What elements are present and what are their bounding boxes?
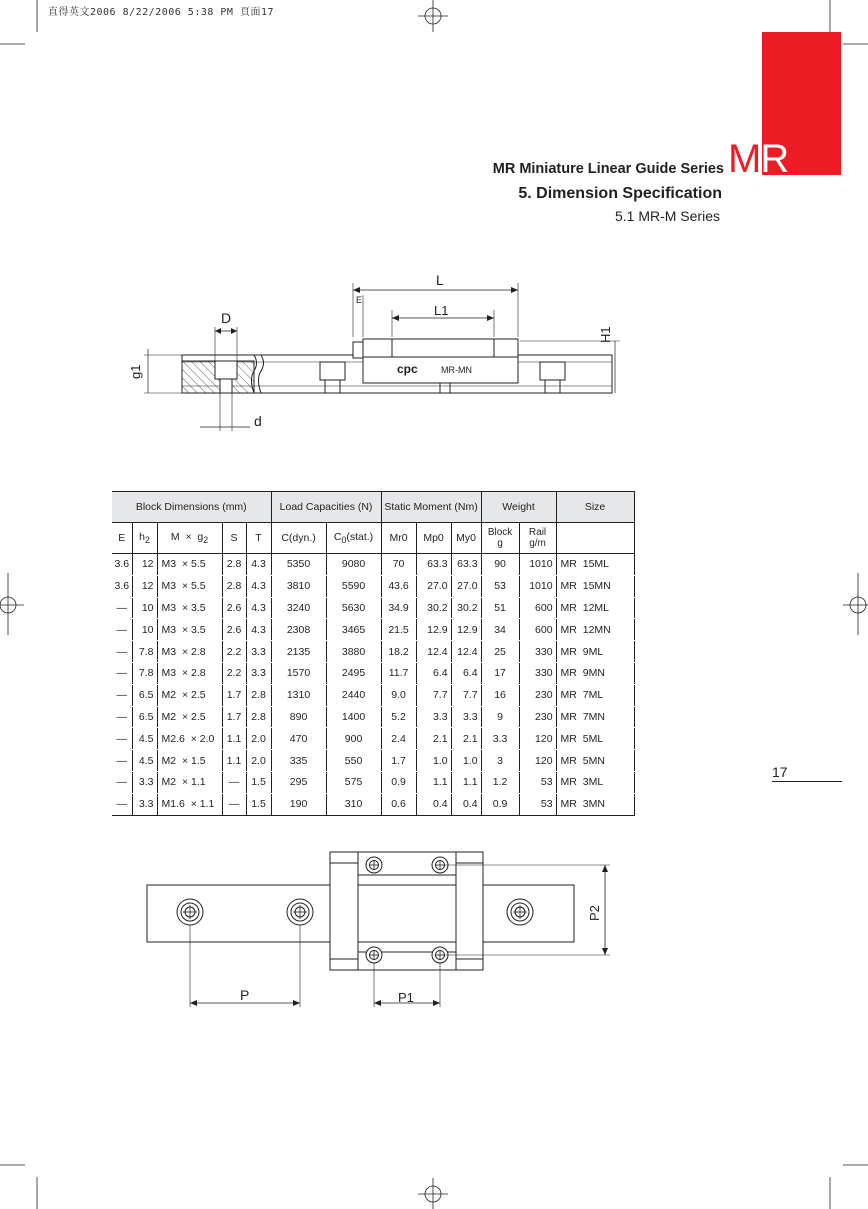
cell-rail-weight: 330 [519,641,556,663]
cell-E: — [112,771,132,793]
label-H1: H1 [598,326,613,343]
cell-Mr0: 9.0 [381,684,416,706]
cell-My0: 2.1 [451,728,481,750]
cell-size: MR 12ML [556,597,634,619]
cell-h2: 10 [132,619,157,641]
group-load-capacities: Load Capacities (N) [271,492,381,523]
label-P2: P2 [587,905,602,921]
cell-rail-weight: 600 [519,619,556,641]
cell-Mr0: 0.6 [381,793,416,815]
cell-E: 3.6 [112,575,132,597]
cell-Mp0: 3.3 [416,706,451,728]
table-row [112,728,634,750]
col-size [556,523,634,554]
cell-block-weight: 90 [481,554,519,576]
cell-S: 2.8 [222,554,246,576]
cell-T: 3.3 [246,641,271,663]
cell-Mr0: 21.5 [381,619,416,641]
cell-size: MR 5ML [556,728,634,750]
cell-My0: 1.0 [451,750,481,772]
cell-h2: 4.5 [132,728,157,750]
cell-C-dyn: 5350 [271,554,326,576]
cell-My0: 63.3 [451,554,481,576]
cell-E: — [112,619,132,641]
cell-M-g2: M2 × 2.5 [157,684,222,706]
cell-S: 2.6 [222,597,246,619]
table-row [112,793,634,815]
cell-C0-stat: 9080 [326,554,381,576]
cell-E: — [112,750,132,772]
label-E: E [356,295,363,305]
table-row [112,684,634,706]
table-row [112,750,634,772]
cell-Mp0: 12.9 [416,619,451,641]
cell-E: — [112,684,132,706]
cell-Mp0: 0.4 [416,793,451,815]
cell-My0: 3.3 [451,706,481,728]
col-h2: $h_2$ [132,523,157,554]
cell-C-dyn: 2135 [271,641,326,663]
cell-size: MR 7ML [556,684,634,706]
cell-size: MR 3ML [556,771,634,793]
label-P: P [240,987,250,1003]
cell-block-weight: 16 [481,684,519,706]
cell-rail-weight: 330 [519,662,556,684]
cell-S: 2.6 [222,619,246,641]
cell-rail-weight: 600 [519,597,556,619]
cell-E: — [112,597,132,619]
side-view-diagram [120,265,630,440]
cell-My0: 6.4 [451,662,481,684]
cell-S: 1.7 [222,684,246,706]
specification-table [112,491,635,816]
cell-h2: 7.8 [132,641,157,663]
cell-h2: 3.3 [132,771,157,793]
table-row [112,575,634,597]
cell-My0: 27.0 [451,575,481,597]
cell-My0: 7.7 [451,684,481,706]
cell-C0-stat: 3465 [326,619,381,641]
cell-T: 4.3 [246,597,271,619]
table-row [112,619,634,641]
cell-T: 4.3 [246,619,271,641]
cell-Mp0: 2.1 [416,728,451,750]
cell-C-dyn: 335 [271,750,326,772]
cell-T: 4.3 [246,554,271,576]
cell-E: — [112,728,132,750]
cell-M-g2: M2 × 1.5 [157,750,222,772]
cell-h2: 12 [132,575,157,597]
cell-h2: 10 [132,597,157,619]
cell-rail-weight: 120 [519,750,556,772]
page-number: 17 [772,764,842,782]
cell-C-dyn: 470 [271,728,326,750]
registration-mark-left [0,573,24,635]
block-logo: cpc [397,362,418,376]
cell-My0: 1.1 [451,771,481,793]
cell-C-dyn: 1310 [271,684,326,706]
col-C-dyn: C(dyn.) [271,523,326,554]
cell-Mp0: 27.0 [416,575,451,597]
cell-C0-stat: 3880 [326,641,381,663]
subsection-title: 5.1 MR-M Series [614,208,720,224]
cell-block-weight: 3 [481,750,519,772]
block-model: MR-MN [441,365,472,375]
cell-rail-weight: 120 [519,728,556,750]
cell-rail-weight: 230 [519,684,556,706]
cell-My0: 30.2 [451,597,481,619]
cell-Mr0: 43.6 [381,575,416,597]
col-block-weight: Block g [481,523,519,554]
col-M-g2: $M \times g_2$ [157,523,222,554]
cell-Mp0: 12.4 [416,641,451,663]
cell-h2: 6.5 [132,684,157,706]
cell-M-g2: M3 × 2.8 [157,662,222,684]
cell-Mr0: 1.7 [381,750,416,772]
cell-E: 3.6 [112,554,132,576]
cell-rail-weight: 230 [519,706,556,728]
col-Mr0: Mr0 [381,523,416,554]
cell-block-weight: 9 [481,706,519,728]
cell-size: MR 9ML [556,641,634,663]
cell-h2: 4.5 [132,750,157,772]
cell-C0-stat: 2495 [326,662,381,684]
col-My0: My0 [451,523,481,554]
cell-My0: 12.4 [451,641,481,663]
cell-size: MR 5MN [556,750,634,772]
cell-h2: 12 [132,554,157,576]
top-view-diagram [140,845,620,1010]
table-row [112,641,634,663]
cell-C0-stat: 900 [326,728,381,750]
cell-S: 1.7 [222,706,246,728]
cell-h2: 3.3 [132,793,157,815]
cell-Mr0: 2.4 [381,728,416,750]
col-C0-stat: $C_0(stat.)$ [326,523,381,554]
cell-block-weight: 53 [481,575,519,597]
cell-E: — [112,706,132,728]
cell-S: 1.1 [222,728,246,750]
group-static-moment: Static Moment (Nm) [381,492,481,523]
col-E: E [112,523,132,554]
label-L: L [436,272,444,288]
cell-h2: 6.5 [132,706,157,728]
cell-h2: 7.8 [132,662,157,684]
cell-C0-stat: 5590 [326,575,381,597]
cell-C-dyn: 2308 [271,619,326,641]
cell-Mr0: 0.9 [381,771,416,793]
cell-C-dyn: 1570 [271,662,326,684]
col-Mp0: Mp0 [416,523,451,554]
cell-M-g2: M3 × 5.5 [157,554,222,576]
cell-block-weight: 3.3 [481,728,519,750]
table-row [112,662,634,684]
cell-Mr0: 18.2 [381,641,416,663]
cell-C-dyn: 3240 [271,597,326,619]
cell-block-weight: 1.2 [481,771,519,793]
cell-C0-stat: 1400 [326,706,381,728]
cell-Mp0: 6.4 [416,662,451,684]
label-L1: L1 [434,303,449,318]
cell-rail-weight: 1010 [519,575,556,597]
cell-Mr0: 70 [381,554,416,576]
print-header: 直得英文2006 8/22/2006 5:38 PM 頁面17 [48,7,275,18]
cell-Mr0: 34.9 [381,597,416,619]
cell-C0-stat: 5630 [326,597,381,619]
section-title: 5. Dimension Specification [518,185,722,202]
registration-mark-bottom [418,1178,448,1209]
series-logo: MR [728,137,789,181]
cell-C0-stat: 2440 [326,684,381,706]
cell-size: MR 7MN [556,706,634,728]
cell-C-dyn: 295 [271,771,326,793]
cell-size: MR 15MN [556,575,634,597]
cell-C0-stat: 550 [326,750,381,772]
cell-E: — [112,793,132,815]
cell-block-weight: 25 [481,641,519,663]
label-P1: P1 [398,990,414,1005]
col-rail-weight: Rail g/m [519,523,556,554]
cell-S: 1.1 [222,750,246,772]
cell-Mp0: 7.7 [416,684,451,706]
cell-C0-stat: 310 [326,793,381,815]
cell-C-dyn: 890 [271,706,326,728]
cell-rail-weight: 1010 [519,554,556,576]
cell-M-g2: M3 × 3.5 [157,619,222,641]
registration-mark-right [843,573,868,635]
cell-My0: 0.4 [451,793,481,815]
cell-M-g2: M1.6 × 1.1 [157,793,222,815]
cell-My0: 12.9 [451,619,481,641]
cell-T: 1.5 [246,771,271,793]
cell-T: 4.3 [246,575,271,597]
cell-block-weight: 17 [481,662,519,684]
cell-rail-weight: 53 [519,793,556,815]
series-title: MR Miniature Linear Guide Series [492,161,724,177]
cell-Mp0: 1.1 [416,771,451,793]
cell-S: 2.2 [222,641,246,663]
table-row [112,771,634,793]
group-size: Size [556,492,634,523]
cell-S: 2.2 [222,662,246,684]
cell-T: 2.0 [246,728,271,750]
cell-T: 2.8 [246,706,271,728]
cell-M-g2: M3 × 2.8 [157,641,222,663]
cell-S: 2.8 [222,575,246,597]
registration-mark-top [418,0,448,32]
cell-block-weight: 34 [481,619,519,641]
cell-M-g2: M2 × 2.5 [157,706,222,728]
cell-C0-stat: 575 [326,771,381,793]
group-weight: Weight [481,492,556,523]
cell-block-weight: 51 [481,597,519,619]
cell-Mp0: 63.3 [416,554,451,576]
table-row [112,706,634,728]
table-row [112,597,634,619]
cell-Mr0: 5.2 [381,706,416,728]
group-block-dimensions: Block Dimensions (mm) [112,492,271,523]
cell-C-dyn: 190 [271,793,326,815]
cell-E: — [112,641,132,663]
cell-size: MR 15ML [556,554,634,576]
cell-size: MR 9MN [556,662,634,684]
col-S: S [222,523,246,554]
cell-S: — [222,793,246,815]
cell-E: — [112,662,132,684]
cell-Mp0: 1.0 [416,750,451,772]
col-T: T [246,523,271,554]
cell-size: MR 12MN [556,619,634,641]
cell-M-g2: M3 × 5.5 [157,575,222,597]
cell-T: 2.8 [246,684,271,706]
cell-Mr0: 11.7 [381,662,416,684]
cell-size: MR 3MN [556,793,634,815]
table-row [112,554,634,576]
cell-rail-weight: 53 [519,771,556,793]
cell-Mp0: 30.2 [416,597,451,619]
cell-M-g2: M2.6 × 2.0 [157,728,222,750]
cell-T: 2.0 [246,750,271,772]
cell-T: 3.3 [246,662,271,684]
cell-T: 1.5 [246,793,271,815]
label-d: d [254,413,262,429]
cell-C-dyn: 3810 [271,575,326,597]
cell-M-g2: M2 × 1.1 [157,771,222,793]
cell-S: — [222,771,246,793]
label-g1: g1 [128,364,143,379]
label-D: D [221,310,232,326]
cell-block-weight: 0.9 [481,793,519,815]
cell-M-g2: M3 × 3.5 [157,597,222,619]
